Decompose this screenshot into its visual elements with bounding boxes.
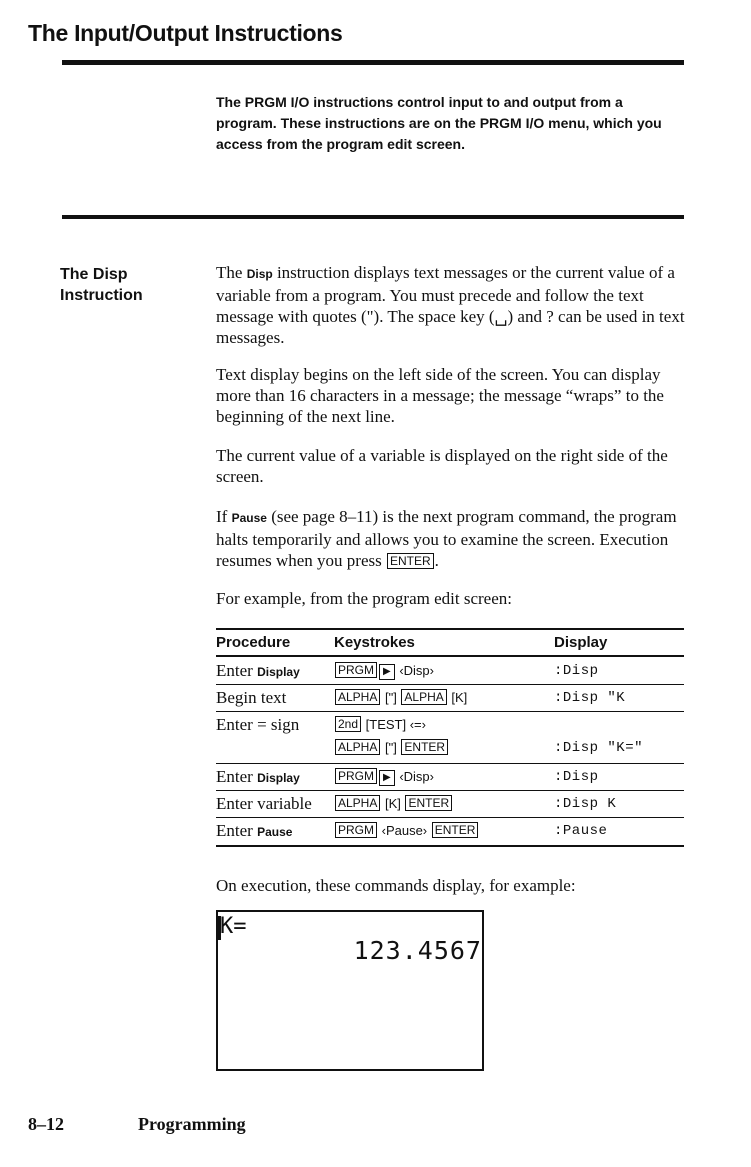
header-keystrokes: Keystrokes [334, 634, 415, 651]
top-rule [62, 60, 684, 65]
row-display: :Disp [554, 769, 599, 785]
key-text: ["] [381, 690, 401, 705]
table-rule-top [216, 628, 684, 630]
disp-keyword: Disp [246, 267, 273, 281]
proc-keyword: Display [257, 665, 300, 679]
row-keystrokes [334, 689, 467, 705]
row-procedure: Enter = sign [216, 715, 300, 734]
row-procedure [216, 661, 300, 681]
row-display: :Disp K [554, 796, 617, 812]
table-rule-bottom [216, 845, 684, 847]
key-text: [K] [447, 690, 468, 705]
page-footer [28, 1114, 246, 1135]
section-heading-line2: Instruction [60, 287, 143, 304]
variable-display-paragraph: The current value of a variable is displayed on the right side of the screen. [216, 446, 668, 486]
row-keystrokes [334, 795, 453, 811]
table-rule-header [216, 655, 684, 657]
key-text: [K] [381, 796, 405, 811]
footer-section: Programming [138, 1114, 246, 1134]
header-procedure: Procedure [216, 634, 291, 651]
section-rule [62, 215, 684, 219]
proc-keyword: Display [257, 771, 300, 785]
disp-description-paragraph [216, 262, 686, 348]
calculator-screen [216, 910, 484, 1071]
screen-value: 123.4567 [353, 936, 482, 965]
row-keystrokes-line1 [334, 716, 426, 732]
row-display: :Pause [554, 823, 608, 839]
pause-paragraph [216, 506, 686, 571]
key-text: ["] [381, 740, 401, 755]
table-row [216, 658, 684, 684]
table-row [216, 764, 684, 790]
alpha-key: ALPHA [401, 689, 446, 705]
para4-text-a: If [216, 507, 232, 526]
2nd-key: 2nd [335, 716, 361, 732]
example-intro-paragraph: For example, from the program edit screen: [216, 589, 512, 608]
right-arrow-key-icon: ▶ [379, 664, 395, 680]
para4-text-c: . [434, 551, 439, 570]
proc-text: Enter [216, 661, 258, 680]
alpha-key: ALPHA [335, 795, 380, 811]
alpha-key: ALPHA [335, 689, 380, 705]
section-heading [60, 264, 143, 306]
prgm-key: PRGM [335, 822, 377, 838]
proc-text: Enter [216, 821, 258, 840]
row-display: :Disp "K [554, 690, 626, 706]
page-title: The Input/Output Instructions [28, 20, 343, 46]
menu-item-text: ‹Pause› [378, 823, 431, 838]
alpha-key: ALPHA [335, 739, 380, 755]
row-keystrokes [334, 662, 434, 680]
row-keystrokes [334, 822, 479, 838]
table-row [216, 685, 684, 711]
intro-paragraph: The PRGM I/O instructions control input to and output from a program. These instructions are on the PRGM I/O menu, which you access from the program edit screen. [216, 94, 662, 152]
menu-item-text: ‹Disp› [395, 769, 434, 784]
prgm-key: PRGM [335, 768, 377, 784]
right-arrow-key-icon: ▶ [379, 770, 395, 786]
para1-text-b: instruction displays text messages or the current value of a variable from a program. You must precede and follow the text message with quotes ("). The space key (␣) and ? can be used in text messages. [216, 263, 685, 347]
para4-text-b: (see page 8–11) is the next program command, the program halts temporarily and allows you to examine the screen. Execution resumes when you press [216, 507, 677, 570]
row-keystrokes [334, 768, 434, 786]
execution-paragraph: On execution, these commands display, for example: [216, 876, 576, 895]
row-procedure: Begin text [216, 688, 287, 707]
section-heading-line1: The Disp [60, 266, 128, 283]
row-keystrokes-line2 [334, 739, 449, 755]
proc-text: Enter [216, 767, 258, 786]
key-text: [TEST] ‹=› [362, 717, 426, 732]
pause-keyword: Pause [231, 511, 267, 525]
enter-key: ENTER [401, 739, 448, 755]
enter-key: ENTER [387, 553, 434, 569]
row-procedure: Enter variable [216, 794, 312, 813]
menu-item-text: ‹Disp› [395, 663, 434, 678]
prgm-key: PRGM [335, 662, 377, 678]
table-row [216, 791, 684, 817]
enter-key: ENTER [405, 795, 452, 811]
screen-label: K= [220, 914, 247, 939]
row-display: :Disp "K=" [554, 740, 644, 756]
page-number: 8–12 [28, 1114, 64, 1134]
header-display: Display [554, 634, 608, 651]
row-display: :Disp [554, 663, 599, 679]
enter-key: ENTER [432, 822, 479, 838]
row-procedure [216, 821, 292, 841]
row-procedure [216, 767, 300, 787]
text-display-paragraph: Text display begins on the left side of the screen. You can display more than 16 characters in a message; the message “wraps” to the beginning of the next line. [216, 365, 664, 426]
table-row [216, 712, 684, 762]
para1-text-a: The [216, 263, 247, 282]
table-row [216, 818, 684, 844]
proc-keyword: Pause [257, 825, 293, 839]
